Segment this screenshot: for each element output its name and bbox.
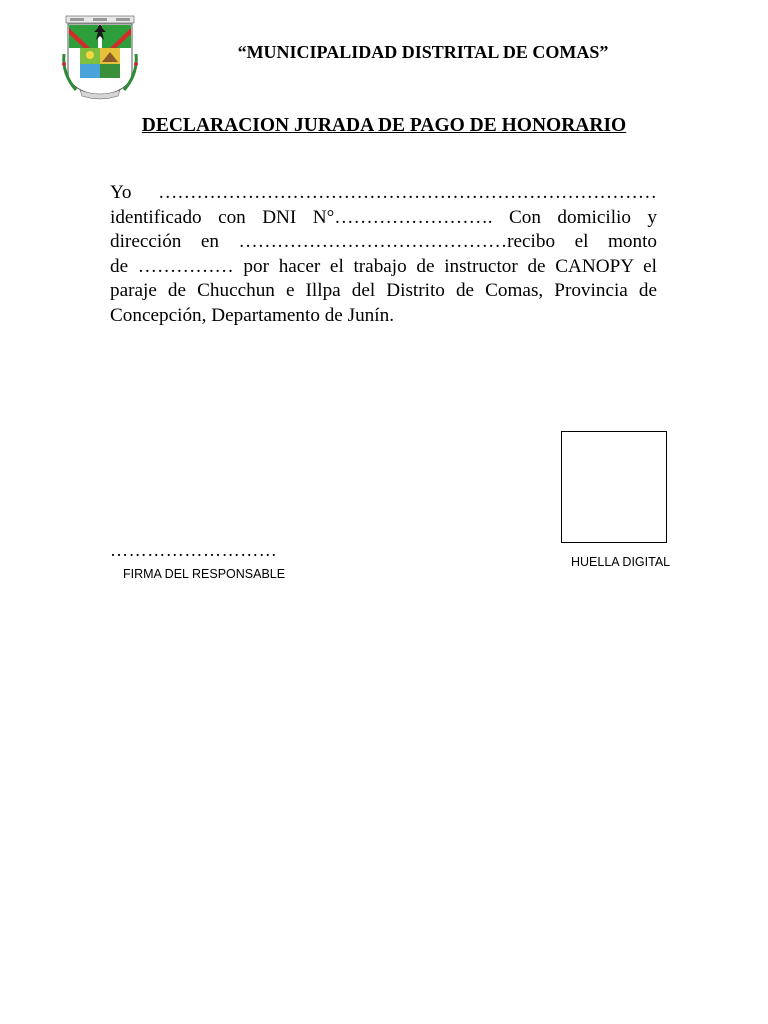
body-line: identificado con DNI N°……………………. Con domicilio y <box>110 206 657 228</box>
signature-line: ……………………… <box>110 540 278 560</box>
fingerprint-box <box>561 431 667 543</box>
body-line: Yo …………………………………………………………………… <box>110 182 657 203</box>
body-line: paraje de Chucchun e Illpa del Distrito de Comas, Provincia de <box>110 280 657 301</box>
municipality-title: “MUNICIPALIDAD DISTRITAL DE COMAS” <box>237 42 609 62</box>
body-line: de …………… por hacer el trabajo de instructor de CANOPY el <box>110 255 657 277</box>
signature-label: FIRMA DEL RESPONSABLE <box>123 567 286 581</box>
document-title: DECLARACION JURADA DE PAGO DE HONORARIO <box>141 115 627 136</box>
municipal-coat-of-arms-icon <box>60 14 140 100</box>
body-line: dirección en ……………………………………recibo el monto <box>110 231 657 252</box>
fingerprint-label: HUELLA DIGITAL <box>571 555 671 569</box>
declaration-body <box>110 181 657 328</box>
body-line: Concepción, Departamento de Junín. <box>110 304 394 326</box>
